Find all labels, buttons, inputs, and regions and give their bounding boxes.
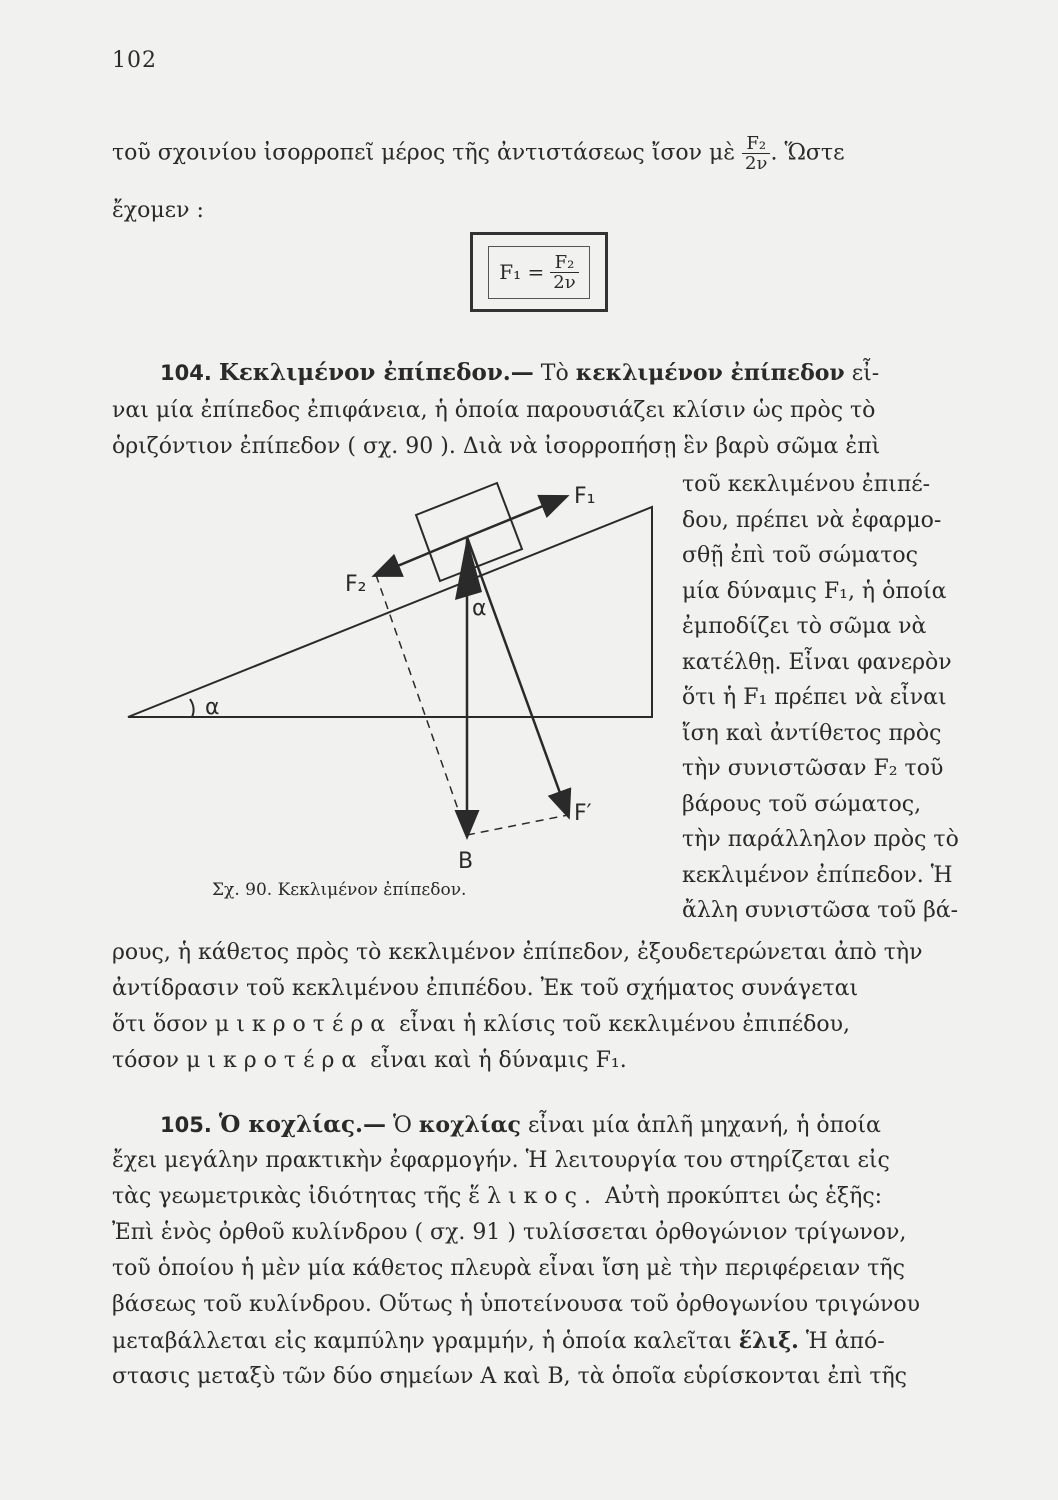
right-column-line: σθῇ ἐπὶ τοῦ σώματος	[682, 543, 918, 568]
label-F1: F₁	[574, 484, 596, 509]
section-105-line-4: Ἐπὶ ἑνὸς ὀρθοῦ κυλίνδρου ( σχ. 91 ) τυλίσσεται ὀρθογώνιον τρίγωνον,	[112, 1220, 907, 1245]
text: εἶναι ἡ κλίσις τοῦ κεκλιμένου ἐπιπέδου,	[399, 1012, 851, 1037]
label-alpha-base: α	[205, 695, 220, 720]
spaced-emphasis: μικροτέρα	[214, 1012, 393, 1037]
incline-triangle	[128, 507, 652, 717]
right-column-line: μία δύναμις F₁, ἡ ὁποία	[682, 578, 947, 604]
right-column-line: ἄλλη συνιστῶσα τοῦ βά-	[682, 898, 959, 923]
section-title: Ὁ κοχλίας.—	[218, 1111, 387, 1138]
section-105-line-8: στασις μεταξὺ τῶν δύο σημείων A καὶ B, τὰ ὁποῖα εὑρίσκονται ἐπὶ τῆς	[112, 1364, 907, 1389]
section-title: Κεκλιμένον ἐπίπεδον.—	[218, 359, 534, 386]
section-105-line-6: βάσεως τοῦ κυλίνδρου. Οὕτως ἡ ὑποτείνουσα τοῦ ὀρθογωνίου τριγώνου	[112, 1292, 920, 1317]
force-F2-arrow	[376, 537, 467, 575]
formula-numerator: F₂	[550, 253, 578, 273]
formula-lhs: F₁ =	[499, 260, 545, 284]
right-column-line: τὴν παράλληλον πρὸς τὸ	[682, 827, 959, 852]
text: ὅτι ὅσον	[112, 1012, 208, 1037]
right-column-line: βάρους τοῦ σώματος,	[682, 791, 922, 817]
base-angle-arc	[190, 699, 194, 717]
text: Τὸ	[540, 361, 569, 386]
section-104-line-18: ἀντίδρασιν τοῦ κεκλιμένου ἐπιπέδου. Ἐκ τοῦ σχήματος συνάγεται	[112, 976, 859, 1001]
page-number: 102	[112, 48, 157, 73]
section-105-line-5: τοῦ ὁποίου ἡ μὲν μία κάθετος πλευρὰ εἶναι ἴση μὲ τὴν περιφέρειαν τῆς	[112, 1256, 905, 1281]
label-F2: F₂	[345, 572, 367, 597]
fraction-denominator: 2ν	[745, 153, 768, 174]
text: Αὐτὴ προκύπτει ὡς ἑξῆς:	[604, 1184, 883, 1209]
section-number: 105.	[160, 1113, 212, 1137]
dashed-line-1	[376, 575, 467, 835]
bold-term: ἕλιξ.	[738, 1328, 799, 1354]
section-104-line-3: ὁριζόντιον ἐπίπεδον ( σχ. 90 ). Διὰ νὰ ἰσορροπήσῃ ἓν βαρὺ σῶμα ἐπὶ	[112, 434, 881, 459]
section-105-line-3	[112, 1182, 882, 1212]
text: τόσον	[112, 1048, 180, 1073]
right-column-line: ἐμποδίζει τὸ σῶμα νὰ	[682, 614, 927, 639]
right-column-line: κατέλθῃ. Εἶναι φανερὸν	[682, 649, 952, 675]
section-105-line-7	[112, 1326, 885, 1357]
text: εἶναι μία ἁπλῆ μηχανή, ἡ ὁποία	[527, 1113, 881, 1138]
dashed-line-2	[467, 815, 568, 835]
section-105-heading-line	[160, 1110, 881, 1141]
section-105-line-2: ἔχει μεγάλην πρακτικὴν ἐφαρμογήν. Ἡ λειτουργία του στηρίζεται εἰς	[112, 1148, 890, 1173]
intro-line-2: ἔχομεν :	[112, 198, 204, 223]
text: τὰς γεωμετρικὰς ἰδιότητας τῆς	[112, 1184, 462, 1209]
force-Fprime-arrow	[467, 537, 568, 815]
spaced-emphasis: μικροτέρα	[186, 1048, 364, 1073]
label-alpha-body: α	[472, 596, 487, 621]
right-column-line: ἴση καὶ ἀντίθετος πρὸς	[682, 720, 942, 746]
label-Fprime: F′	[574, 801, 592, 826]
text: Ὁ	[393, 1113, 412, 1138]
right-column-line: ὅτι ἡ F₁ πρέπει νὰ εἶναι	[682, 685, 947, 710]
right-column-line: τὴν συνιστῶσαν F₂ τοῦ	[682, 756, 944, 781]
right-column-line: δου, πρέπει νὰ ἐφαρμο-	[682, 507, 942, 533]
text: εἶναι καὶ ἡ δύναμις F₁.	[370, 1048, 627, 1073]
right-column-line: τοῦ κεκλιμένου ἐπιπέ-	[682, 472, 931, 497]
text: εἶ-	[851, 361, 880, 386]
text: Ἡ ἀπό-	[805, 1329, 885, 1354]
right-column-line: κεκλιμένον ἐπίπεδον. Ἡ	[682, 862, 953, 888]
section-104-line-2: ναι μία ἐπίπεδος ἐπιφάνεια, ἡ ὁποία παρουσιάζει κλίσιν ὡς πρὸς τὸ	[112, 398, 876, 423]
intro-text-end: . Ὥστε	[770, 140, 845, 166]
section-number: 104.	[160, 361, 212, 385]
section-104-line-17: ρους, ἡ κάθετος πρὸς τὸ κεκλιμένον ἐπίπεδον, ἐξουδετερώνεται ἀπὸ τὴν	[112, 940, 923, 965]
intro-text: τοῦ σχοινίου ἰσορροπεῖ μέρος τῆς ἀντιστάσεως ἴσον μὲ	[112, 140, 736, 166]
text: μεταβάλλεται εἰς καμπύλην γραμμήν, ἡ ὁποία καλεῖται	[112, 1329, 732, 1354]
bold-term: κοχλίας	[418, 1112, 521, 1138]
spaced-emphasis: ἕλικος.	[468, 1184, 598, 1209]
formula-denominator: 2ν	[553, 271, 576, 293]
label-B: B	[458, 849, 474, 874]
bold-term: κεκλιμένον ἐπίπεδον	[575, 360, 845, 386]
figure-caption: Σχ. 90. Κεκλιμένον ἐπίπεδον.	[212, 880, 467, 900]
fraction-numerator: F₂	[742, 134, 770, 154]
